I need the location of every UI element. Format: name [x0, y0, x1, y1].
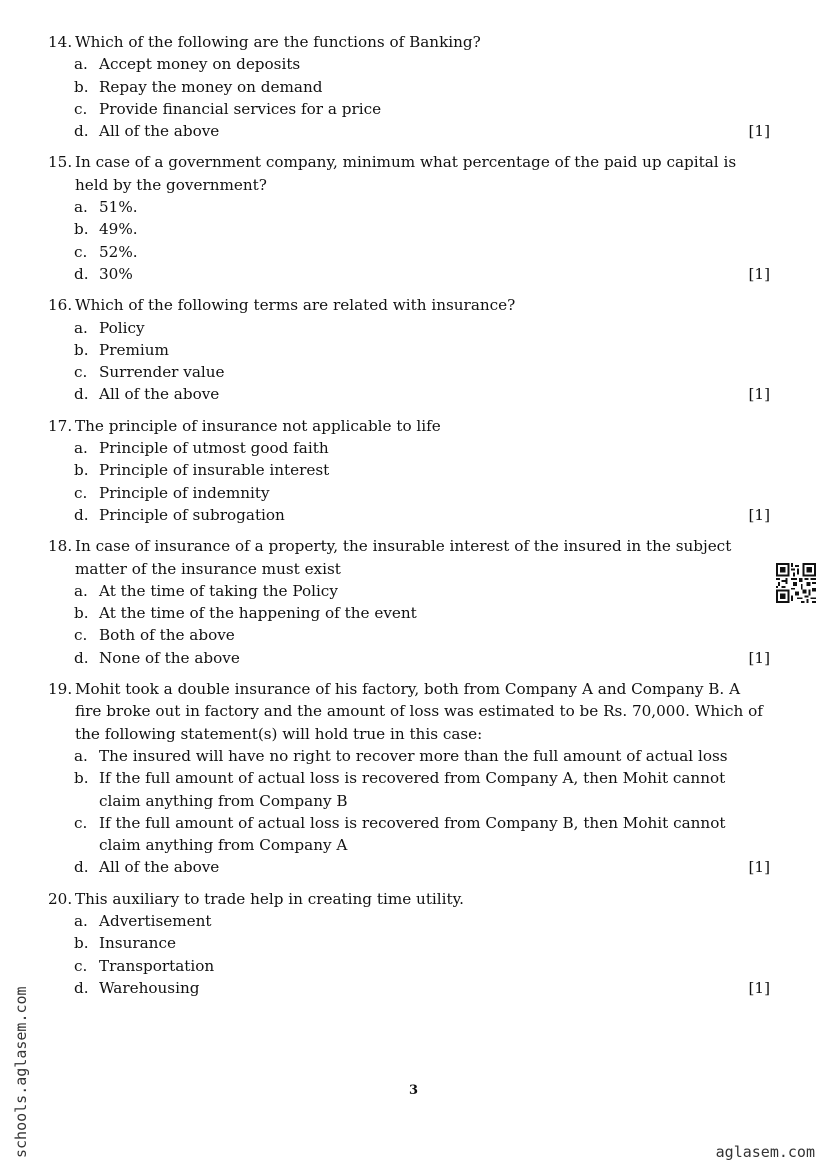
option-text: Repay the money on demand: [99, 77, 323, 96]
option-text: Policy: [99, 318, 145, 337]
answer-option: [48, 856, 770, 878]
option-text: Transportation: [99, 956, 215, 975]
option-text: Both of the above: [99, 626, 235, 645]
answer-option: [48, 504, 770, 526]
page-number: 3: [408, 1083, 419, 1098]
option-text: If the full amount of actual loss is recovered from Company B, then Mohit cannot claim anything from Company A: [99, 813, 726, 855]
question-text: [48, 415, 770, 437]
option-text: All of the above: [99, 385, 220, 404]
answer-option: [48, 339, 770, 361]
footer-watermark: aglasem.com: [715, 1143, 815, 1161]
option-label: a.: [74, 439, 88, 458]
answer-option: [48, 361, 770, 383]
option-label: c.: [74, 483, 88, 502]
option-text: 52%.: [99, 242, 138, 261]
question-body: In case of insurance of a property, the insurable interest of the insured in the subject matter of the insurance must exist: [75, 537, 732, 578]
answer-option: [48, 624, 770, 646]
question-text: [48, 31, 770, 53]
option-text: Provide financial services for a price: [99, 99, 382, 118]
option-label: c.: [74, 363, 88, 382]
option-text: If the full amount of actual loss is recovered from Company A, then Mohit cannot claim anything from Company B: [99, 769, 726, 810]
option-text: Warehousing: [99, 978, 200, 997]
option-text: Principle of utmost good faith: [99, 439, 329, 458]
option-label: d.: [74, 858, 89, 877]
answer-option: [48, 120, 770, 142]
option-text: 51%.: [99, 198, 138, 217]
option-label: b.: [74, 461, 89, 480]
answer-option: [48, 745, 770, 767]
answer-option: [48, 437, 770, 459]
option-label: a.: [74, 318, 88, 337]
option-label: b.: [74, 604, 89, 623]
question-text: [48, 678, 770, 745]
option-text: At the time of taking the Policy: [99, 581, 338, 600]
answer-option: [48, 812, 770, 857]
answer-option: [48, 263, 770, 285]
option-text: The insured will have no right to recover more than the full amount of actual loss: [99, 746, 728, 765]
question-item: [48, 31, 770, 142]
question-number: 14.: [48, 33, 73, 51]
question-body: The principle of insurance not applicable to life: [75, 416, 441, 435]
question-marks: [1]: [748, 858, 770, 877]
option-label: b.: [74, 220, 89, 239]
option-label: c.: [74, 99, 88, 118]
question-number: 20.: [48, 889, 73, 908]
answer-option: [48, 53, 770, 75]
option-label: a.: [74, 581, 88, 600]
option-text: Principle of indemnity: [99, 483, 270, 502]
answer-option: [48, 647, 770, 669]
option-label: d.: [74, 385, 89, 404]
option-label: a.: [74, 55, 88, 74]
option-label: b.: [74, 77, 89, 96]
answer-option: [48, 196, 770, 218]
option-text: At the time of the happening of the event: [99, 604, 417, 623]
question-text: [48, 535, 770, 580]
option-text: Principle of insurable interest: [99, 461, 330, 480]
answer-option: [48, 767, 770, 812]
side-watermark: schools.aglasem.com: [12, 986, 30, 1158]
question-item: [48, 415, 770, 526]
option-label: c.: [74, 626, 88, 645]
qr-code-icon: [776, 563, 816, 603]
option-label: b.: [74, 934, 89, 953]
option-text: All of the above: [99, 858, 220, 877]
question-number: 16.: [48, 296, 73, 315]
answer-option: [48, 241, 770, 263]
question-item: [48, 151, 770, 285]
answer-option: [48, 602, 770, 624]
option-text: All of the above: [99, 122, 220, 141]
option-text: Advertisement: [99, 911, 212, 930]
option-text: Surrender value: [99, 363, 225, 382]
question-marks: [1]: [748, 648, 770, 667]
option-label: a.: [74, 911, 88, 930]
question-text: [48, 151, 770, 196]
question-number: 18.: [48, 537, 73, 556]
answer-option: [48, 76, 770, 98]
option-label: d.: [74, 505, 89, 524]
option-text: Premium: [99, 340, 169, 359]
question-item: [48, 888, 770, 999]
question-body: This auxiliary to trade help in creating time utility.: [75, 889, 464, 908]
question-number: 19.: [48, 680, 73, 699]
option-label: a.: [74, 198, 88, 217]
answer-option: [48, 383, 770, 405]
question-marks: [1]: [748, 385, 770, 404]
option-label: c.: [74, 242, 88, 261]
option-text: 49%.: [99, 220, 138, 239]
question-body: Mohit took a double insurance of his factory, both from Company A and Company B. A fire broke out in factory and the amount of loss was estimated to be Rs. 70,000. Which of the following statement(s) will hold true in this case:: [75, 680, 763, 743]
answer-option: [48, 317, 770, 339]
option-label: d.: [74, 648, 89, 667]
answer-option: [48, 482, 770, 504]
question-marks: [1]: [748, 505, 770, 524]
option-text: None of the above: [99, 648, 240, 667]
question-item: [48, 678, 770, 879]
answer-option: [48, 459, 770, 481]
answer-option: [48, 932, 770, 954]
option-text: Insurance: [99, 934, 176, 953]
option-label: c.: [74, 813, 88, 832]
question-marks: [1]: [748, 978, 770, 997]
question-body: Which of the following terms are related with insurance?: [75, 296, 516, 315]
option-label: b.: [74, 340, 89, 359]
option-label: d.: [74, 122, 89, 141]
answer-option: [48, 977, 770, 999]
option-text: Accept money on deposits: [99, 55, 301, 74]
answer-option: [48, 910, 770, 932]
question-list: [48, 31, 770, 1008]
question-number: 15.: [48, 153, 73, 172]
question-body: Which of the following are the functions of Banking?: [75, 33, 481, 51]
question-marks: [1]: [748, 122, 770, 141]
option-label: b.: [74, 769, 89, 788]
answer-option: [48, 98, 770, 120]
option-label: d.: [74, 264, 89, 283]
option-label: d.: [74, 978, 89, 997]
question-marks: [1]: [748, 264, 770, 283]
option-text: Principle of subrogation: [99, 505, 285, 524]
question-body: In case of a government company, minimum what percentage of the paid up capital is held by the government?: [75, 153, 737, 194]
question-text: [48, 294, 770, 316]
option-text: 30%: [99, 264, 133, 283]
answer-option: [48, 218, 770, 240]
question-text: [48, 888, 770, 910]
option-label: a.: [74, 746, 88, 765]
option-label: c.: [74, 956, 88, 975]
answer-option: [48, 955, 770, 977]
answer-option: [48, 580, 770, 602]
question-number: 17.: [48, 416, 73, 435]
question-item: [48, 294, 770, 405]
question-item: [48, 535, 770, 669]
